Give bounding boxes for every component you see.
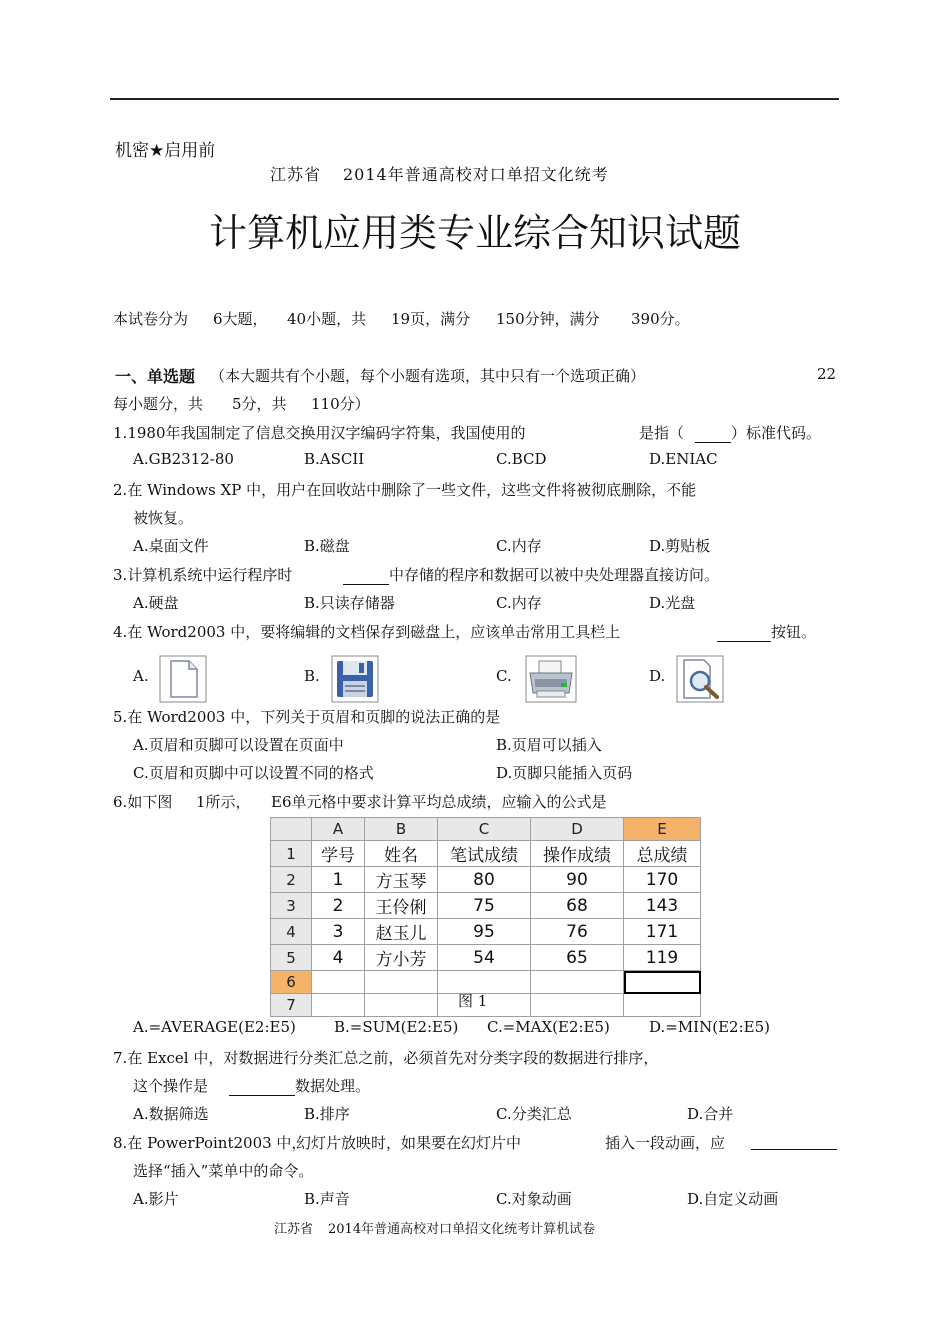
- cell: 3: [312, 919, 365, 945]
- column-header: A: [312, 818, 365, 841]
- question-3: [113, 564, 292, 585]
- subtitle-exam: 2014年普通高校对口单招文化统考: [343, 165, 609, 184]
- question-4-text-b: 按钮。: [771, 623, 817, 641]
- selected-cell-e6: [624, 971, 701, 994]
- question-2: [113, 479, 696, 500]
- question-number: 8.: [113, 1134, 128, 1152]
- cell: 119: [624, 945, 701, 971]
- cell: [365, 994, 438, 1017]
- section-heading: 一、单选题: [115, 367, 196, 386]
- cell: 143: [624, 893, 701, 919]
- question-number: 2.: [113, 481, 128, 499]
- question-number: 5.: [113, 708, 128, 726]
- cell: 65: [531, 945, 624, 971]
- cell: 赵玉儿: [365, 919, 438, 945]
- question-1-text-b: 是指（: [639, 424, 685, 442]
- q3-option-c: C.内存: [496, 594, 542, 612]
- cell: 姓名: [365, 841, 438, 867]
- cell: 笔试成绩: [438, 841, 531, 867]
- cell: [365, 971, 438, 994]
- save-disk-icon: [331, 655, 379, 703]
- q2-option-a: A.桌面文件: [133, 537, 209, 555]
- question-8: [113, 1132, 306, 1153]
- section-heading-rest: （本大题共有个小题，每个小题有选项，其中只有一个选项正确）: [210, 367, 646, 385]
- cell: [312, 994, 365, 1017]
- question-8-blank: [751, 1132, 837, 1150]
- column-header-row: [271, 818, 701, 841]
- question-8-text-d: 选择“插入”菜单中的命令。: [133, 1162, 314, 1180]
- cell: 4: [312, 945, 365, 971]
- cell: 王伶俐: [365, 893, 438, 919]
- cell: 75: [438, 893, 531, 919]
- question-number: 3.: [113, 566, 128, 584]
- section-line2-c: 110分）: [311, 395, 370, 413]
- q5-option-d: D.页脚只能插入页码: [496, 764, 633, 782]
- question-text: 1980年我国制定了信息交换用汉字编码字符集，我国使用的: [127, 424, 526, 442]
- intro-part-6: 390分。: [631, 310, 690, 328]
- column-header: C: [438, 818, 531, 841]
- q4-option-d: D.: [649, 667, 666, 685]
- question-7: [113, 1047, 658, 1068]
- question-text: 在 PowerPoint2003 中，: [127, 1134, 307, 1152]
- cell: 方玉琴: [365, 867, 438, 893]
- question-4: [113, 621, 620, 642]
- corner-cell: [271, 818, 312, 841]
- cell: 95: [438, 919, 531, 945]
- q5-option-b: B.页眉可以插入: [496, 736, 602, 754]
- row-header: 7: [271, 994, 312, 1017]
- question-text: 在 Windows XP 中，用户在回收站中删除了一些文件，这些文件将被彻底删除，不能: [127, 481, 697, 499]
- cell: [624, 994, 701, 1017]
- q7-option-b: B.排序: [304, 1105, 350, 1123]
- column-header-selected: E: [624, 818, 701, 841]
- cell: 170: [624, 867, 701, 893]
- new-document-icon: [159, 655, 207, 703]
- question-2-text-b: 被恢复。: [133, 509, 194, 527]
- question-6-text-b: 1所示，: [196, 793, 251, 811]
- question-6-text-c: E6单元格中要求计算平均总成绩，应输入的公式是: [271, 793, 607, 811]
- q2-option-b: B.磁盘: [304, 537, 350, 555]
- question-text: 如下图: [127, 793, 173, 811]
- question-3-text-b: 中存储的程序和数据可以被中央处理器直接访问。: [389, 566, 720, 584]
- question-1: [113, 422, 526, 443]
- cell: [312, 971, 365, 994]
- question-text: 在 Word2003 中，下列关于页眉和页脚的说法正确的是: [127, 708, 501, 726]
- page-title: 计算机应用类专业综合知识试题: [208, 211, 741, 255]
- q8-option-b: B.声音: [304, 1190, 350, 1208]
- cell: 操作成绩: [531, 841, 624, 867]
- cell: 总成绩: [624, 841, 701, 867]
- q1-option-b: B.ASCII: [304, 450, 365, 468]
- q1-option-c: C.BCD: [496, 450, 547, 468]
- q6-option-d: D.=MIN(E2:E5): [649, 1018, 770, 1036]
- subtitle-province: 江苏省: [270, 165, 322, 184]
- question-number: 1.: [113, 424, 128, 442]
- cell: 171: [624, 919, 701, 945]
- q4-option-b: B.: [304, 667, 320, 685]
- q3-option-b: B.只读存储器: [304, 594, 395, 612]
- q1-option-a: A.GB2312-80: [133, 450, 234, 468]
- spreadsheet-table: [270, 817, 701, 1017]
- q3-option-a: A.硬盘: [133, 594, 179, 612]
- q8-option-d: D.自定义动画: [687, 1190, 779, 1208]
- table-row: [271, 841, 701, 867]
- intro-part-5: 150分钟，满分: [496, 310, 600, 328]
- q8-option-a: A.影片: [133, 1190, 179, 1208]
- question-text: 在 Excel 中，对数据进行分类汇总之前，必须首先对分类字段的数据进行排序，: [127, 1049, 659, 1067]
- q5-option-c: C.页眉和页脚中可以设置不同的格式: [133, 764, 374, 782]
- intro-part-4: 19页，满分: [391, 310, 471, 328]
- table-row: [271, 945, 701, 971]
- section-score: 22: [817, 365, 837, 383]
- q3-option-d: D.光盘: [649, 594, 696, 612]
- table-row: [271, 893, 701, 919]
- q5-option-a: A.页眉和页脚可以设置在页面中: [133, 736, 344, 754]
- cell: [531, 994, 624, 1017]
- q4-option-a: A.: [133, 667, 149, 685]
- cell: 方小芳: [365, 945, 438, 971]
- cell: 2: [312, 893, 365, 919]
- question-7-text-c: 数据处理。: [295, 1077, 371, 1095]
- q7-option-a: A.数据筛选: [133, 1105, 209, 1123]
- q2-option-d: D.剪贴板: [649, 537, 711, 555]
- cell: 90: [531, 867, 624, 893]
- q1-option-d: D.ENIAC: [649, 450, 718, 468]
- question-number: 6.: [113, 793, 128, 811]
- cell: 54: [438, 945, 531, 971]
- figure-caption: 图 1: [458, 992, 488, 1010]
- table-row: [271, 919, 701, 945]
- section-line2-b: 5分，共: [232, 395, 287, 413]
- row-header: 5: [271, 945, 312, 971]
- row-header: 2: [271, 867, 312, 893]
- q8-option-c: C.对象动画: [496, 1190, 572, 1208]
- q4-option-c: C.: [496, 667, 512, 685]
- table-row: [271, 867, 701, 893]
- q7-option-c: C.分类汇总: [496, 1105, 572, 1123]
- section-line2-a: 每小题分，共: [113, 395, 204, 413]
- question-4-blank-line: [717, 621, 816, 642]
- intro-part-2: 6大题，: [213, 310, 268, 328]
- q2-option-c: C.内存: [496, 537, 542, 555]
- header-rule: [110, 98, 839, 100]
- confidential-label: 机密★启用前: [115, 141, 216, 161]
- row-header-selected: 6: [271, 971, 312, 994]
- footer-title: 2014年普通高校对口单招文化统考计算机试卷: [328, 1222, 596, 1237]
- question-number: 7.: [113, 1049, 128, 1067]
- q7-option-d: D.合并: [687, 1105, 734, 1123]
- question-8-text-b: 幻灯片放映时，如果要在幻灯片中: [296, 1134, 522, 1152]
- footer-province: 江苏省: [274, 1222, 314, 1237]
- cell: 80: [438, 867, 531, 893]
- question-5: [113, 706, 500, 727]
- question-text: 在 Word2003 中，要将编辑的文档保存到磁盘上，应该单击常用工具栏上: [127, 623, 621, 641]
- question-6: [113, 791, 172, 812]
- cell: 1: [312, 867, 365, 893]
- q6-option-a: A.=AVERAGE(E2:E5): [133, 1018, 296, 1036]
- cell: [531, 971, 624, 994]
- q6-option-c: C.=MAX(E2:E5): [487, 1018, 610, 1036]
- q6-option-b: B.=SUM(E2:E5): [334, 1018, 459, 1036]
- question-number: 4.: [113, 623, 128, 641]
- question-3-blank-line: [343, 564, 719, 585]
- intro-part-3: 40小题，共: [287, 310, 367, 328]
- print-preview-icon: [676, 655, 724, 703]
- row-header: 3: [271, 893, 312, 919]
- cell: 学号: [312, 841, 365, 867]
- column-header: D: [531, 818, 624, 841]
- question-8-text-c: 插入一段动画，应: [605, 1134, 726, 1152]
- question-1-blank-line: [695, 422, 821, 443]
- column-header: B: [365, 818, 438, 841]
- intro-part-1: 本试卷分为: [113, 310, 189, 328]
- printer-icon: [525, 655, 577, 703]
- row-header: 1: [271, 841, 312, 867]
- question-7-blank-line: [229, 1075, 370, 1096]
- question-text: 计算机系统中运行程序时: [127, 566, 293, 584]
- cell: 76: [531, 919, 624, 945]
- row-header: 4: [271, 919, 312, 945]
- cell: 68: [531, 893, 624, 919]
- question-1-text-c: ）标准代码。: [731, 424, 822, 442]
- question-7-text-b: 这个操作是: [133, 1077, 209, 1095]
